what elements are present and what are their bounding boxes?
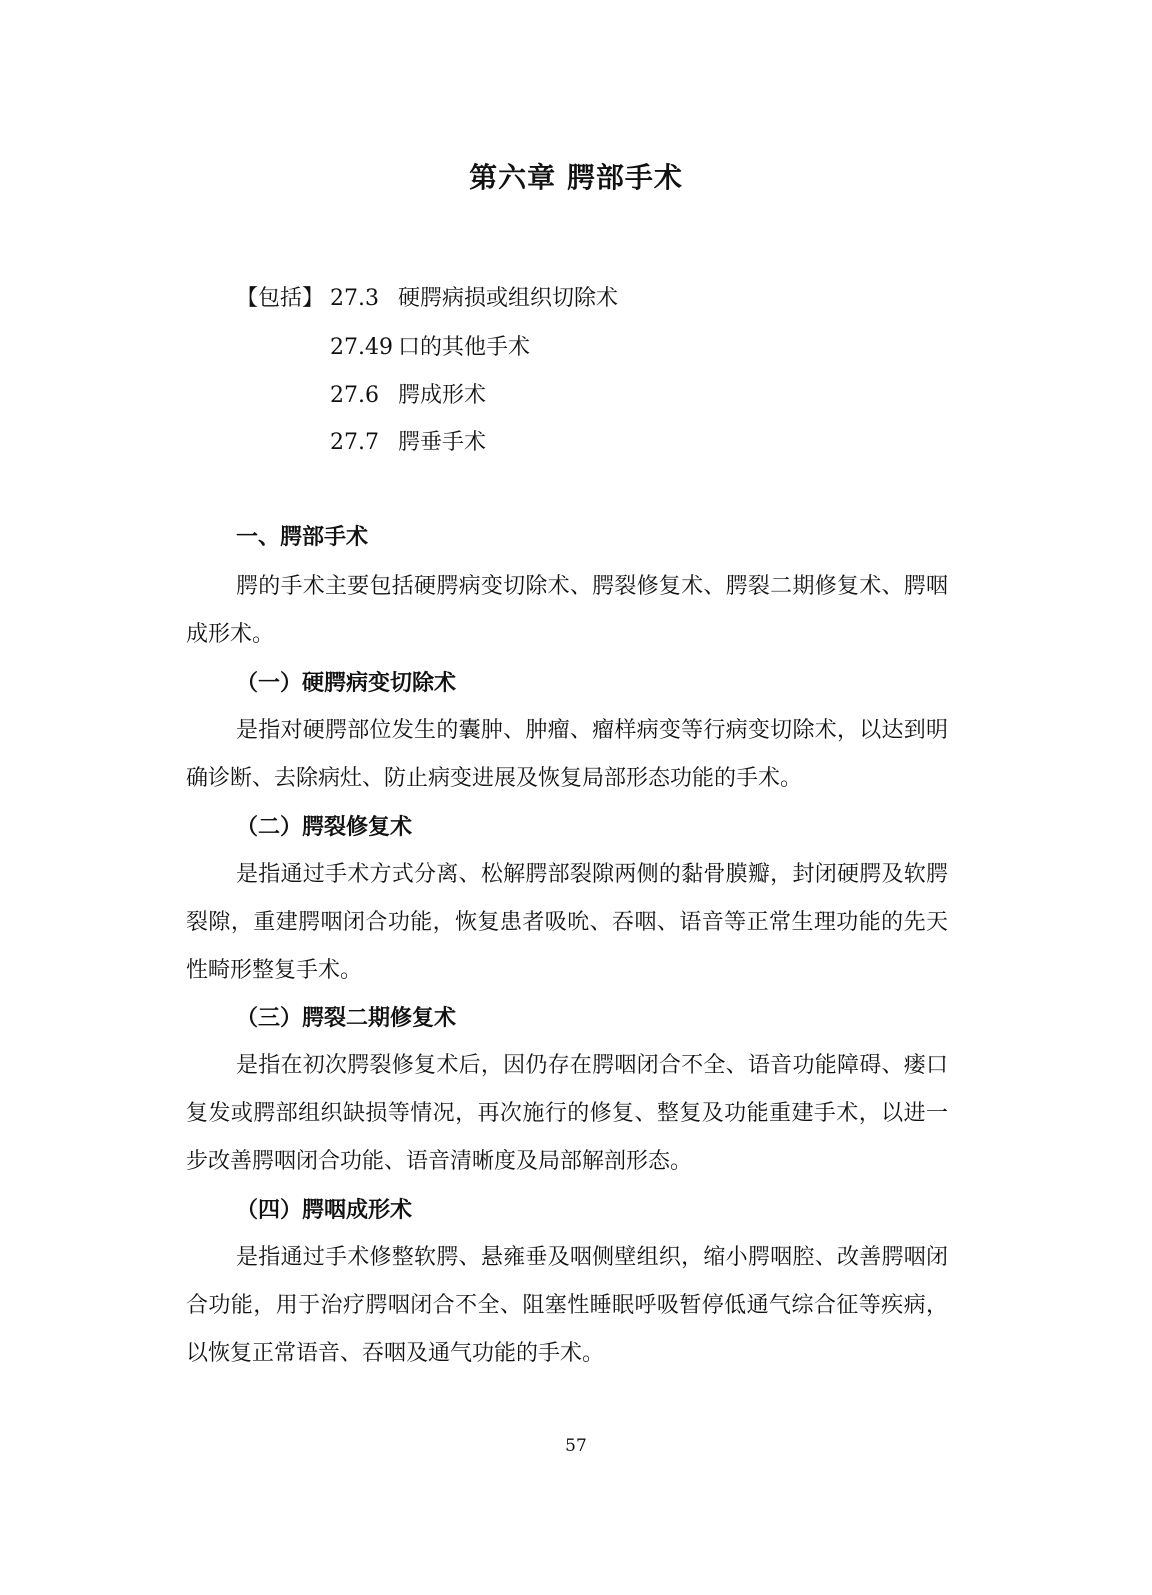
subsection-body: 是指在初次腭裂修复术后，因仍存在腭咽闭合不全、语音功能障碍、瘘口复发或腭部组织缺损等情况，再次施行的修复、整复及功能重建手术，以进一步改善腭咽闭合功能、语音清晰度及局部解剖形态。 [186, 1053, 948, 1174]
procedure-code: 27.7 [330, 430, 379, 455]
subsection-heading: （四）腭咽成形术 [236, 1197, 413, 1223]
subsection-heading: （二）腭裂修复术 [236, 814, 413, 840]
procedure-code: 27.49 [330, 335, 393, 360]
procedure-name: 腭成形术 [398, 383, 487, 408]
subsection-heading: （一）硬腭病变切除术 [236, 670, 457, 696]
procedure-name: 硬腭病损或组织切除术 [398, 286, 619, 311]
subsection-body: 是指通过手术修整软腭、悬雍垂及咽侧壁组织，缩小腭咽腔、改善腭咽闭合功能，用于治疗腭咽闭合不全、阻塞性睡眠呼吸暂停低通气综合征等疾病，以恢复正常语音、吞咽及通气功能的手术。 [186, 1245, 948, 1366]
page-number: 57 [565, 1436, 587, 1456]
procedure-code: 27.6 [330, 383, 379, 408]
subsection-body: 是指通过手术方式分离、松解腭部裂隙两侧的黏骨膜瓣，封闭硬腭及软腭裂隙，重建腭咽闭合功能，恢复患者吸吮、吞咽、语音等正常生理功能的先天性畸形整复手术。 [186, 862, 948, 983]
subsection-heading: （三）腭裂二期修复术 [236, 1005, 457, 1031]
subsection-body: 是指对硬腭部位发生的囊肿、肿瘤、瘤样病变等行病变切除术，以达到明确诊断、去除病灶、防止病变进展及恢复局部形态功能的手术。 [186, 718, 948, 791]
section-heading: 一、腭部手术 [236, 525, 369, 550]
includes-prefix: 【包括】 [236, 286, 325, 311]
procedure-name: 腭垂手术 [398, 430, 487, 455]
section-intro: 腭的手术主要包括硬腭病变切除术、腭裂修复术、腭裂二期修复术、腭咽成形术。 [186, 574, 948, 647]
procedure-name: 口的其他手术 [398, 335, 531, 360]
chapter-title: 第六章 腭部手术 [469, 161, 683, 194]
procedure-code: 27.3 [330, 286, 379, 311]
